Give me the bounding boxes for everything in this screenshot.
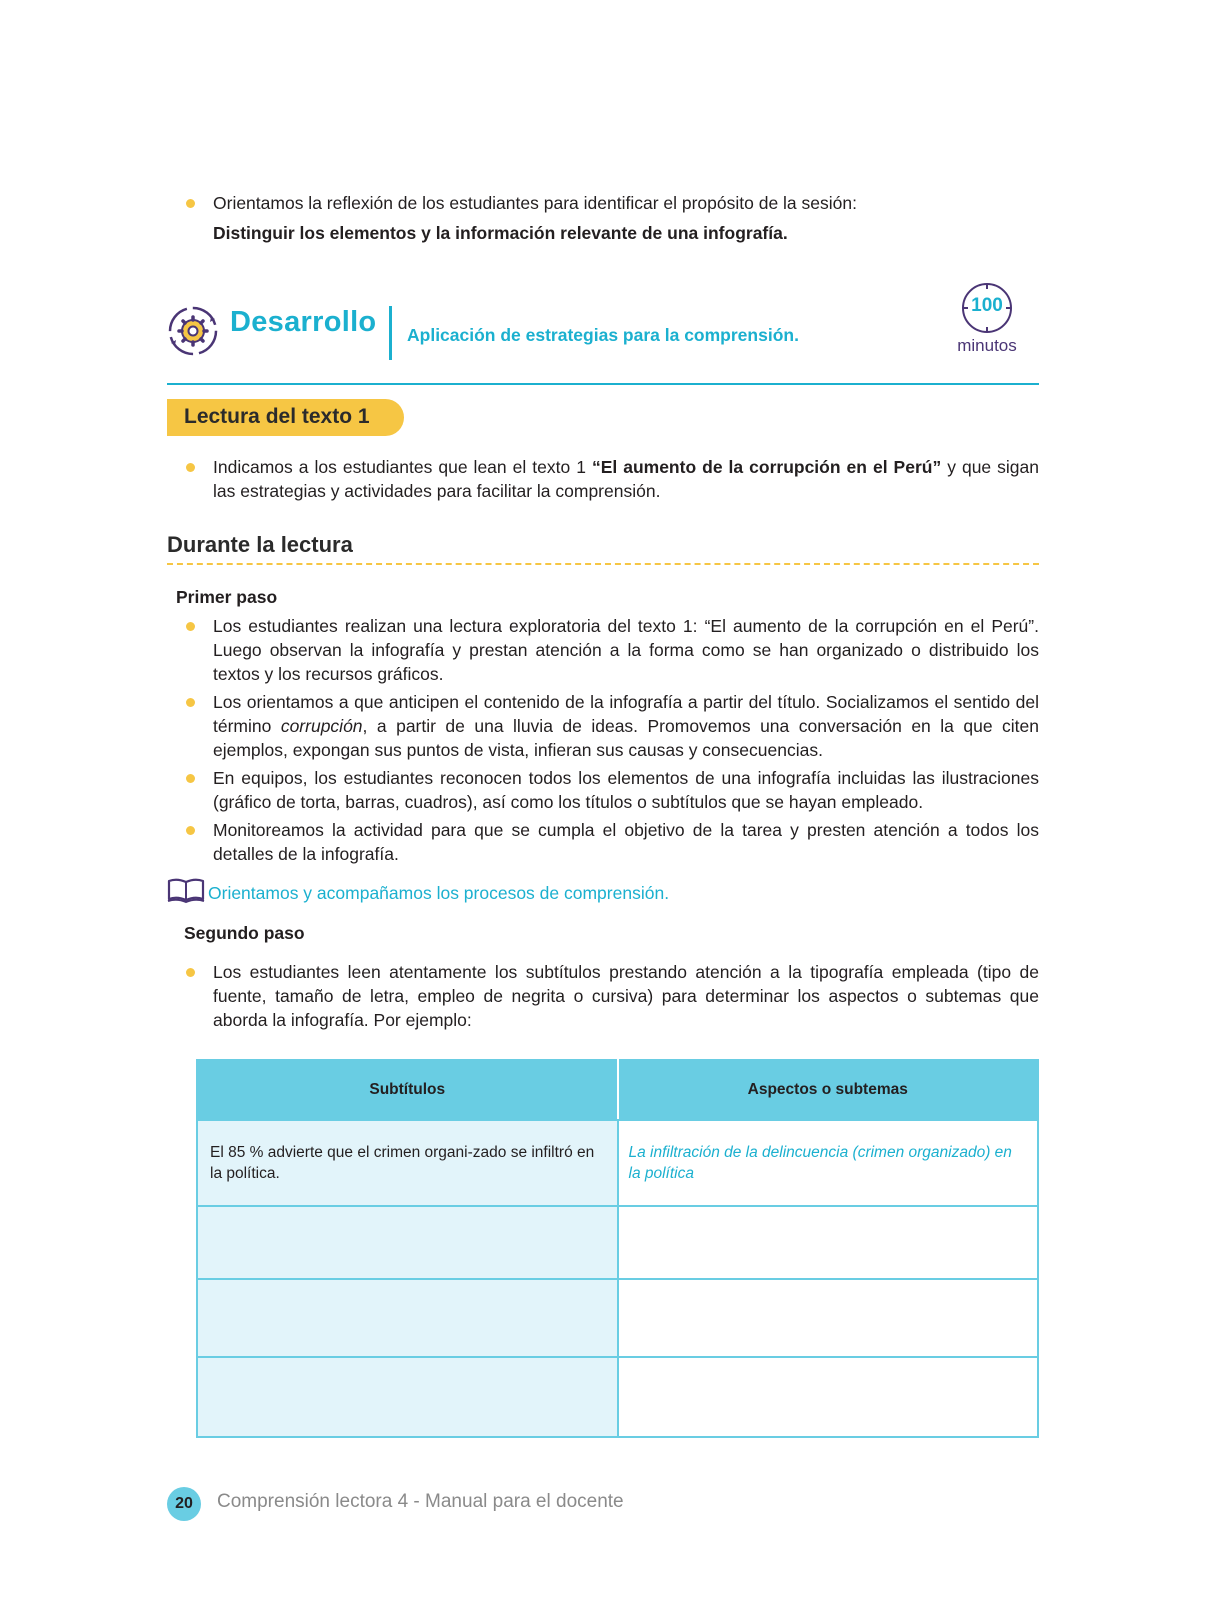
open-book-icon (167, 878, 205, 904)
table-cell-aspect[interactable] (618, 1357, 1039, 1437)
column-header-aspects: Aspectos o subtemas (618, 1060, 1039, 1120)
list-item-text-1: Los orientamos a que anticipen el contenido de la infografía a partir del título. Socializamos el sentido del término (213, 692, 1039, 736)
durante-heading: Durante la lectura (167, 532, 353, 557)
intro-section (169, 191, 1039, 245)
table-header-row (197, 1060, 1038, 1120)
section-subtitle: Aplicación de estrategias para la comprensión. (407, 325, 799, 345)
reading-tag: Lectura del texto 1 (167, 399, 404, 436)
column-header-subtitles: Subtítulos (197, 1060, 618, 1120)
desarrollo-header (167, 288, 1039, 385)
instruction-section (169, 455, 1039, 503)
instruction-bullet (169, 455, 1039, 503)
table-cell-subtitle: El 85 % advierte que el crimen organi-zado se infiltró en la política. (197, 1120, 618, 1206)
instruction-text-2: y que sigan las estrategias y actividades para facilitar la comprensión. (213, 457, 1039, 501)
primer-paso-heading: Primer paso (176, 587, 278, 607)
table-cell-subtitle[interactable] (197, 1357, 618, 1437)
session-purpose: Distinguir los elementos y la información relevante de una infografía. (213, 223, 788, 243)
footer-text: Comprensión lectora 4 - Manual para el docente (217, 1491, 624, 1512)
table-cell-subtitle[interactable] (197, 1279, 618, 1357)
timer-value: 100 (971, 295, 1003, 316)
table-cell-aspect: La infiltración de la delincuencia (crimen organizado) en la política (618, 1120, 1039, 1206)
segundo-paso-heading: Segundo paso (184, 923, 305, 943)
title-divider (389, 306, 392, 360)
timer-icon (961, 282, 1013, 334)
table-cell-subtitle[interactable] (197, 1206, 618, 1279)
orientation-text: Orientamos y acompañamos los procesos de comprensión. (208, 883, 670, 903)
table-row (197, 1279, 1038, 1357)
table-row (197, 1206, 1038, 1279)
instruction-text-1: Indicamos a los estudiantes que lean el texto 1 (213, 457, 592, 477)
table-row (197, 1120, 1038, 1206)
list-item (169, 690, 1039, 762)
list-item: En equipos, los estudiantes reconocen todos los elementos de una infografía incluidas las ilustraciones (gráfico de torta, barras, cuadros), así como los títulos o subtítulos que se hayan empleado. (169, 766, 1039, 814)
list-item: Los estudiantes realizan una lectura exploratoria del texto 1: “El aumento de la corrupción en el Perú”. Luego observan la infografía y prestan atención a la forma como se han organizado o distribuido los textos y los recursos gráficos. (169, 614, 1039, 686)
section-title: Desarrollo (230, 306, 377, 338)
table-row (197, 1357, 1038, 1437)
segundo-paso-list (169, 960, 1039, 1032)
gear-cycle-icon (167, 305, 219, 357)
list-item-term: corrupción (280, 716, 363, 736)
list-item: Los estudiantes leen atentamente los subtítulos prestando atención a la tipografía empleada (tipo de fuente, tamaño de letra, empleo de negrita o cursiva) para determinar los aspectos o subtemas que aborda la infografía. Por ejemplo: (169, 960, 1039, 1032)
table-cell-aspect[interactable] (618, 1206, 1039, 1279)
table-cell-aspect[interactable] (618, 1279, 1039, 1357)
primer-paso-list (169, 614, 1039, 870)
intro-bullet (169, 191, 1039, 245)
intro-text: Orientamos la reflexión de los estudiantes para identificar el propósito de la sesión: (213, 193, 857, 213)
header-rule (167, 383, 1039, 385)
subtitles-table (196, 1059, 1039, 1438)
page-number: 20 (167, 1487, 201, 1521)
list-item: Monitoreamos la actividad para que se cumpla el objetivo de la tarea y presten atención a todos los detalles de la infografía. (169, 818, 1039, 866)
timer-unit: minutos (957, 336, 1017, 355)
list-item-text-2: , a partir de una lluvia de ideas. Promovemos una conversación en la que citen ejemplos, expongan sus puntos de vista, infieran sus causas y consecuencias. (213, 716, 1039, 760)
dashed-divider (167, 563, 1039, 565)
instruction-text-title: “El aumento de la corrupción en el Perú” (591, 457, 942, 477)
duration-timer (937, 282, 1037, 356)
